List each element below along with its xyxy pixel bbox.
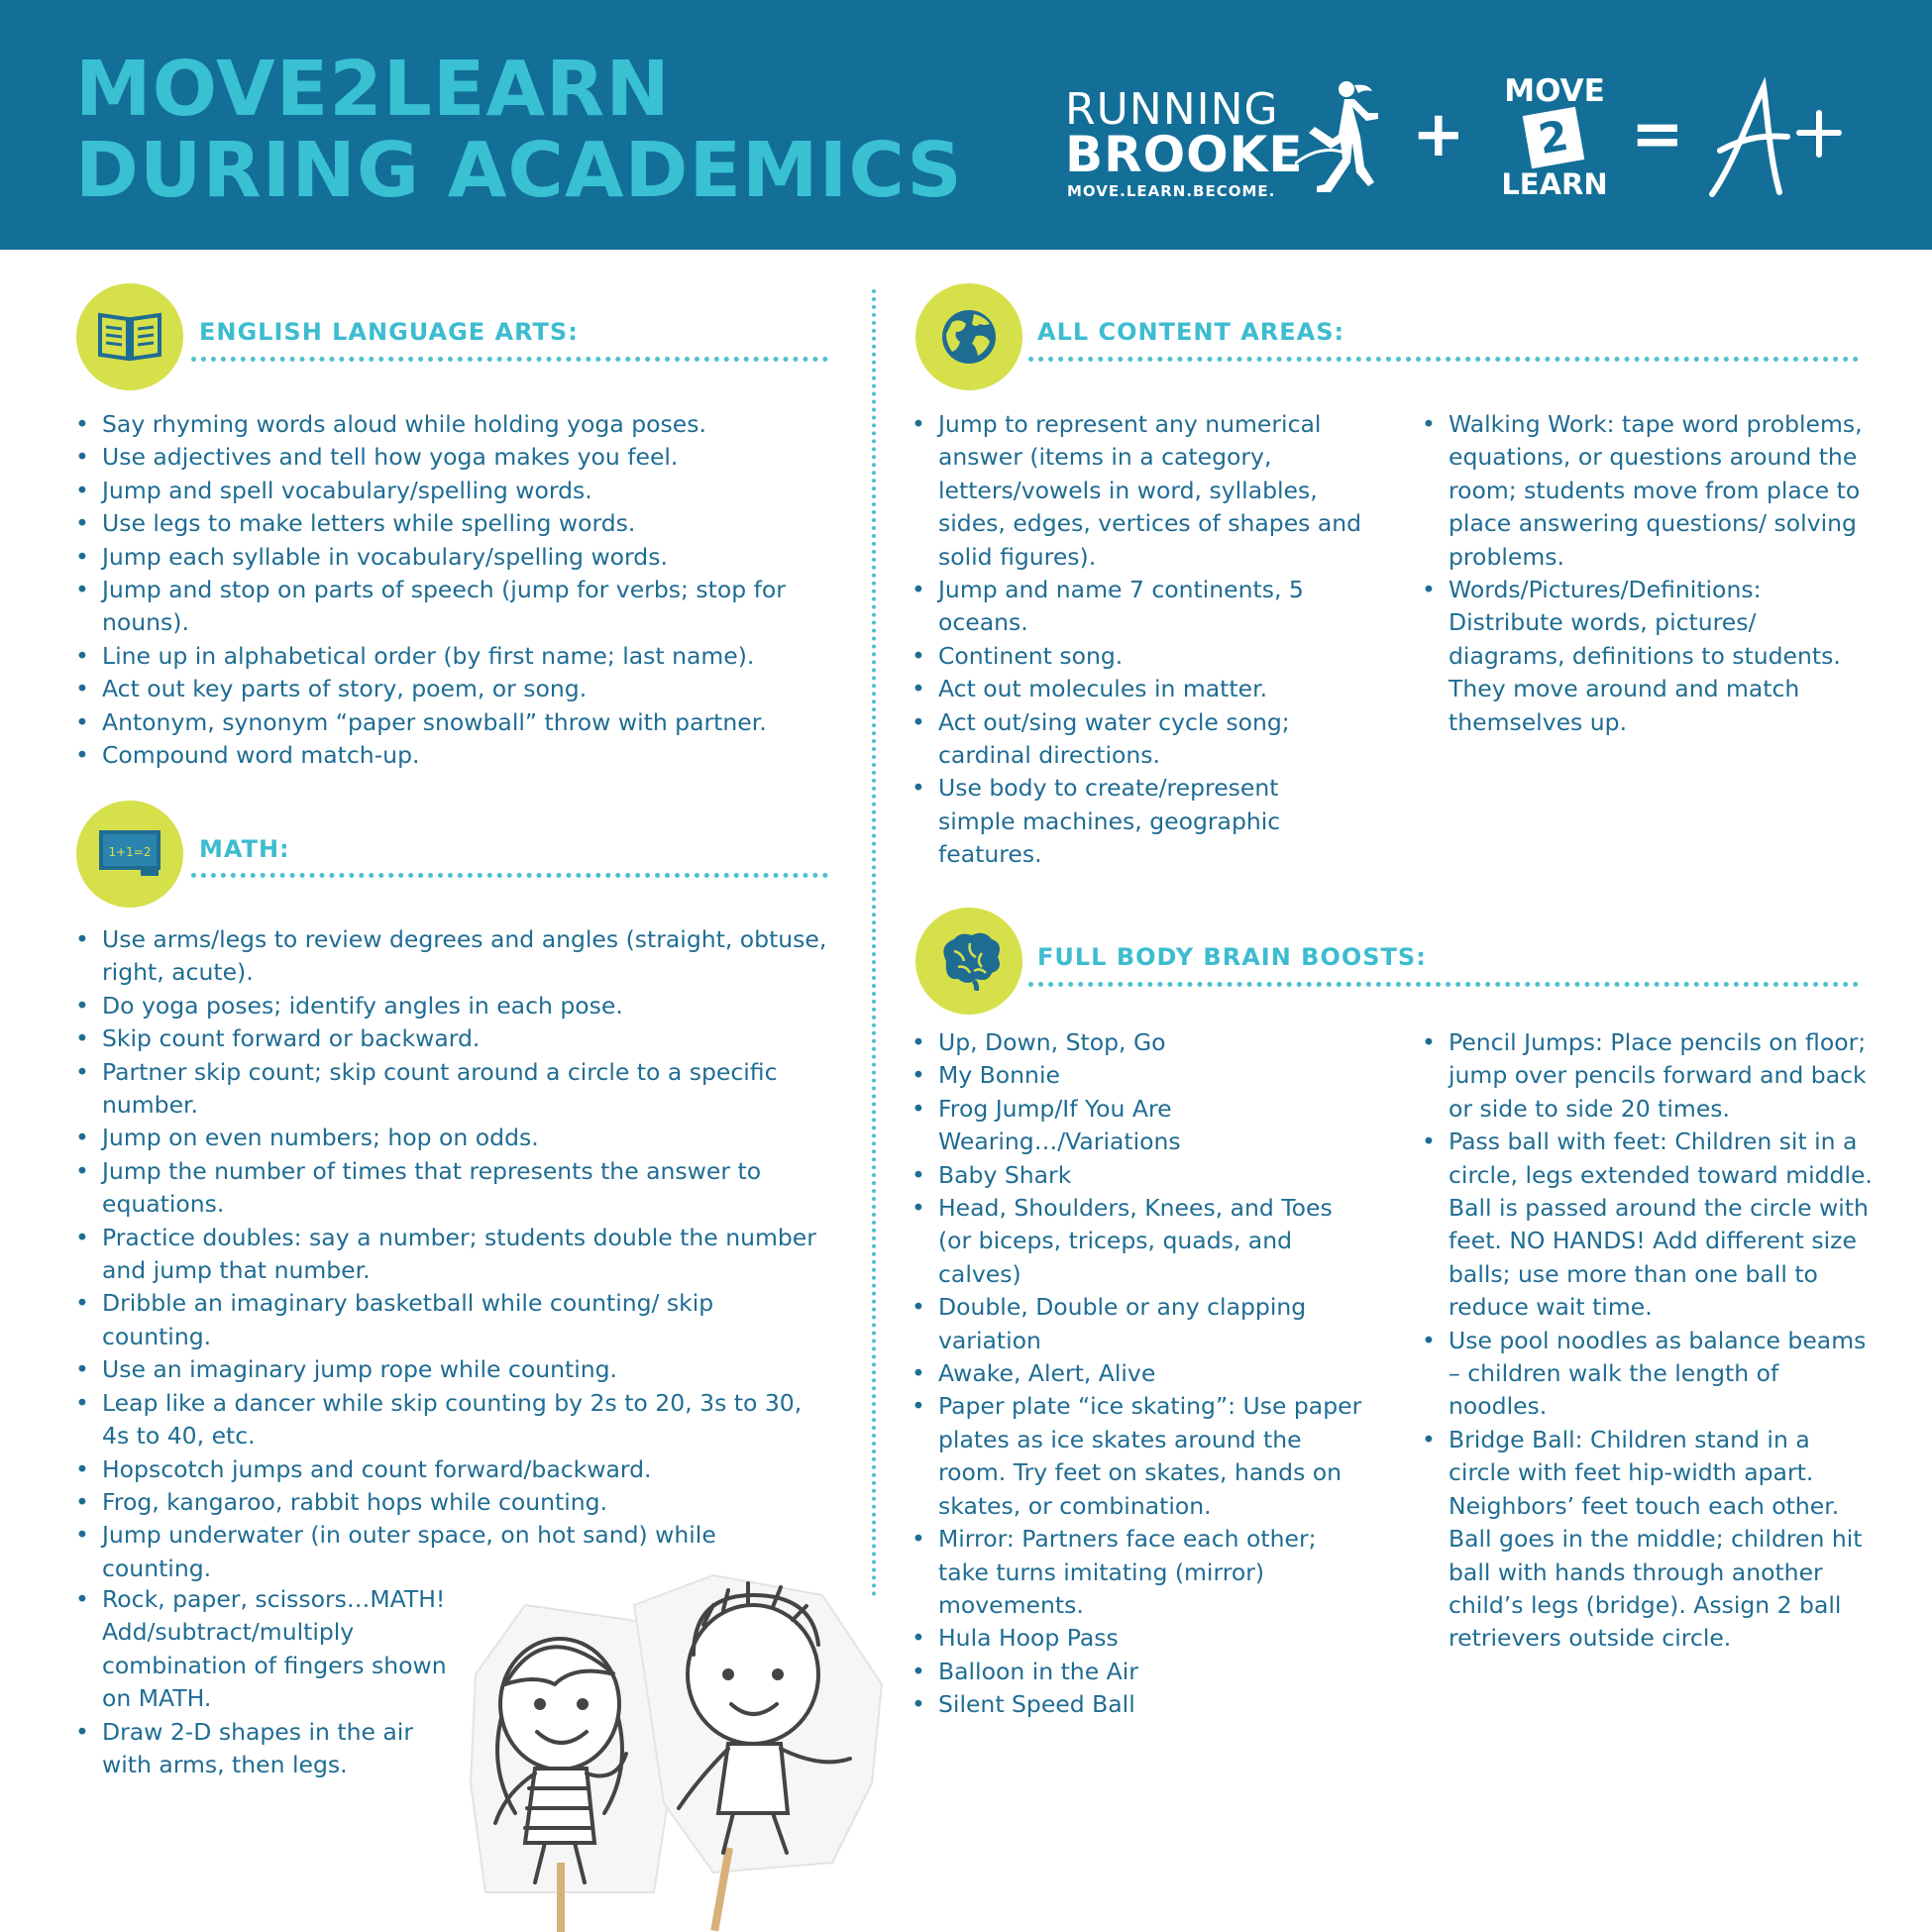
- logo-two-text: 2: [1523, 107, 1585, 169]
- globe-icon: [938, 306, 1000, 368]
- page-title: [75, 46, 963, 215]
- ela-list-item: • Say rhyming words aloud while holding yoga poses.: [75, 408, 838, 441]
- brain-boost-list-item: • Use pool noodles as balance beams – children walk the length of noodles.: [1422, 1325, 1878, 1424]
- brain-boosts-section-rule: [1028, 982, 1859, 987]
- ela-list-item: • Line up in alphabetical order (by first name; last name).: [75, 640, 838, 673]
- brain-icon: [934, 931, 1004, 991]
- ela-section-rule: [191, 357, 828, 362]
- math-list-item: • Jump on even numbers; hop on odds.: [75, 1122, 828, 1154]
- ela-section-title: ENGLISH LANGUAGE ARTS:: [199, 318, 579, 346]
- logo-move-text: MOVE: [1504, 73, 1605, 109]
- header-banner: [0, 0, 1932, 250]
- brain-boost-list-item: • My Bonnie: [912, 1059, 1362, 1092]
- math-list-narrow: [75, 1583, 462, 1781]
- brain-boost-list-item: • Up, Down, Stop, Go: [912, 1026, 1362, 1059]
- math-list-item: • Skip count forward or backward.: [75, 1022, 828, 1055]
- plus-sign: +: [1412, 98, 1465, 171]
- brain-boost-list-item: • Pencil Jumps: Place pencils on floor; jump over pencils forward and back or side to side 20 times.: [1422, 1026, 1878, 1126]
- brain-boosts-section-title: FULL BODY BRAIN BOOSTS:: [1037, 943, 1427, 971]
- math-list-item: • Partner skip count; skip count around a circle to a specific number.: [75, 1056, 828, 1123]
- all-content-list-item: • Walking Work: tape word problems, equations, or questions around the room; students move from place to place answering questions/ solving problems.: [1422, 408, 1873, 574]
- brain-boosts-badge: [915, 908, 1022, 1015]
- math-section-title: MATH:: [199, 835, 290, 863]
- runner-icon: [1295, 77, 1384, 198]
- ela-list-item: • Jump and stop on parts of speech (jump for verbs; stop for nouns).: [75, 574, 838, 640]
- brain-boost-list-item: • Frog Jump/If You Are Wearing…/Variations: [912, 1093, 1362, 1159]
- ela-list-item: • Use legs to make letters while spelling words.: [75, 507, 838, 540]
- math-list-item: • Use an imaginary jump rope while counting.: [75, 1353, 828, 1386]
- ela-list-item: • Jump each syllable in vocabulary/spelling words.: [75, 541, 838, 574]
- math-list-item: • Jump the number of times that represents the answer to equations.: [75, 1155, 828, 1222]
- brain-boost-list-item: • Mirror: Partners face each other; take turns imitating (mirror) movements.: [912, 1523, 1362, 1622]
- logo-tagline: MOVE.LEARN.BECOME.: [1067, 182, 1276, 200]
- running-brooke-logo: [1065, 77, 1392, 206]
- brain-boost-list-item: • Hula Hoop Pass: [912, 1622, 1362, 1655]
- ela-list-item: • Use adjectives and tell how yoga makes you feel.: [75, 441, 838, 474]
- math-badge: [76, 801, 183, 908]
- math-list-item: • Frog, kangaroo, rabbit hops while counting.: [75, 1486, 828, 1519]
- math-list-item: • Dribble an imaginary basketball while counting/ skip counting.: [75, 1287, 828, 1353]
- brain-boost-list-item: • Bridge Ball: Children stand in a circle with feet hip-width apart. Neighbors’ feet touch each other. Ball goes in the middle; children hit ball with hands through another child’s legs (bridge). Assign 2 ball retrievers outside circle.: [1422, 1424, 1878, 1656]
- ela-list-item: • Antonym, synonym “paper snowball” throw with partner.: [75, 706, 838, 739]
- page-title-line1: MOVE2LEARN: [75, 46, 671, 134]
- all-content-list-item: • Jump and name 7 continents, 5 oceans.: [912, 574, 1362, 640]
- all-content-section-rule: [1028, 357, 1859, 362]
- all-content-list-item: • Continent song.: [912, 640, 1362, 673]
- equals-sign: =: [1631, 98, 1684, 171]
- all-content-badge: [915, 283, 1022, 390]
- brain-boost-list-item: • Silent Speed Ball: [912, 1688, 1362, 1721]
- brain-boost-list-item: • Awake, Alert, Alive: [912, 1357, 1362, 1390]
- math-list-item: • Use arms/legs to review degrees and angles (straight, obtuse, right, acute).: [75, 923, 828, 990]
- logo-learn-text: LEARN: [1501, 167, 1608, 201]
- brain-boost-list-item: • Pass ball with feet: Children sit in a circle, legs extended toward middle. Ball is passed around the circle with feet. NO HANDS! Add different size balls; use more than one ball to reduce wait time.: [1422, 1126, 1878, 1324]
- all-content-list-col2: [1422, 408, 1873, 739]
- math-list-item: • Hopscotch jumps and count forward/backward.: [75, 1453, 828, 1486]
- chalkboard-icon: [95, 826, 164, 882]
- ela-list-item: • Compound word match-up.: [75, 739, 838, 772]
- ela-list: [75, 408, 838, 772]
- math-list-item: • Leap like a dancer while skip counting by 2s to 20, 3s to 30, 4s to 40, etc.: [75, 1387, 828, 1453]
- ela-list-item: • Act out key parts of story, poem, or song.: [75, 673, 838, 705]
- all-content-list-item: • Words/Pictures/Definitions: Distribute words, pictures/ diagrams, definitions to students. They move around and match themselves up.: [1422, 574, 1873, 739]
- math-section-rule: [191, 873, 828, 878]
- column-divider: [872, 289, 876, 1597]
- all-content-list-col1: [912, 408, 1362, 872]
- math-list-item: • Practice doubles: say a number; students double the number and jump that number.: [75, 1222, 828, 1288]
- all-content-list-item: • Act out/sing water cycle song; cardinal directions.: [912, 706, 1362, 773]
- brain-boost-list-item: • Head, Shoulders, Knees, and Toes (or biceps, triceps, quads, and calves): [912, 1192, 1362, 1291]
- brain-boost-list-item: • Paper plate “ice skating”: Use paper plates as ice skates around the room. Try feet on skates, hands on skates, or combination.: [912, 1390, 1362, 1523]
- brain-boosts-list-col1: [912, 1026, 1362, 1722]
- math-list-item: • Jump underwater (in outer space, on hot sand) while counting.: [75, 1519, 828, 1585]
- a-plus-grade-icon: [1702, 77, 1851, 206]
- all-content-list-item: • Act out molecules in matter.: [912, 673, 1362, 705]
- chalkboard-text: 1+1=2: [108, 845, 152, 859]
- logo-running-text: RUNNING: [1065, 84, 1279, 135]
- ela-list-item: • Jump and spell vocabulary/spelling words.: [75, 475, 838, 507]
- all-content-list-item: • Use body to create/represent simple machines, geographic features.: [912, 772, 1362, 871]
- ela-badge: [76, 283, 183, 390]
- open-book-icon: [96, 309, 163, 365]
- math-list-item: • Draw 2-D shapes in the air with arms, then legs.: [75, 1716, 462, 1782]
- kids-illustration: [466, 1565, 892, 1932]
- logo-brooke-text: BROOKE: [1065, 126, 1304, 183]
- brain-boosts-list-col2: [1422, 1026, 1878, 1656]
- move2learn-logo: [1496, 75, 1613, 202]
- all-content-section-title: ALL CONTENT AREAS:: [1037, 318, 1345, 346]
- brain-boost-list-item: • Double, Double or any clapping variation: [912, 1291, 1362, 1357]
- all-content-list-item: • Jump to represent any numerical answer (items in a category, letters/vowels in word, syllables, sides, edges, vertices of shapes and solid figures).: [912, 408, 1362, 574]
- brain-boost-list-item: • Balloon in the Air: [912, 1656, 1362, 1688]
- math-list: [75, 923, 828, 1585]
- math-list-item: • Do yoga poses; identify angles in each pose.: [75, 990, 828, 1022]
- math-list-item: • Rock, paper, scissors…MATH! Add/subtract/multiply combination of fingers shown on MATH.: [75, 1583, 462, 1716]
- page-title-line2: DURING ACADEMICS: [75, 127, 963, 215]
- brain-boost-list-item: • Baby Shark: [912, 1159, 1362, 1192]
